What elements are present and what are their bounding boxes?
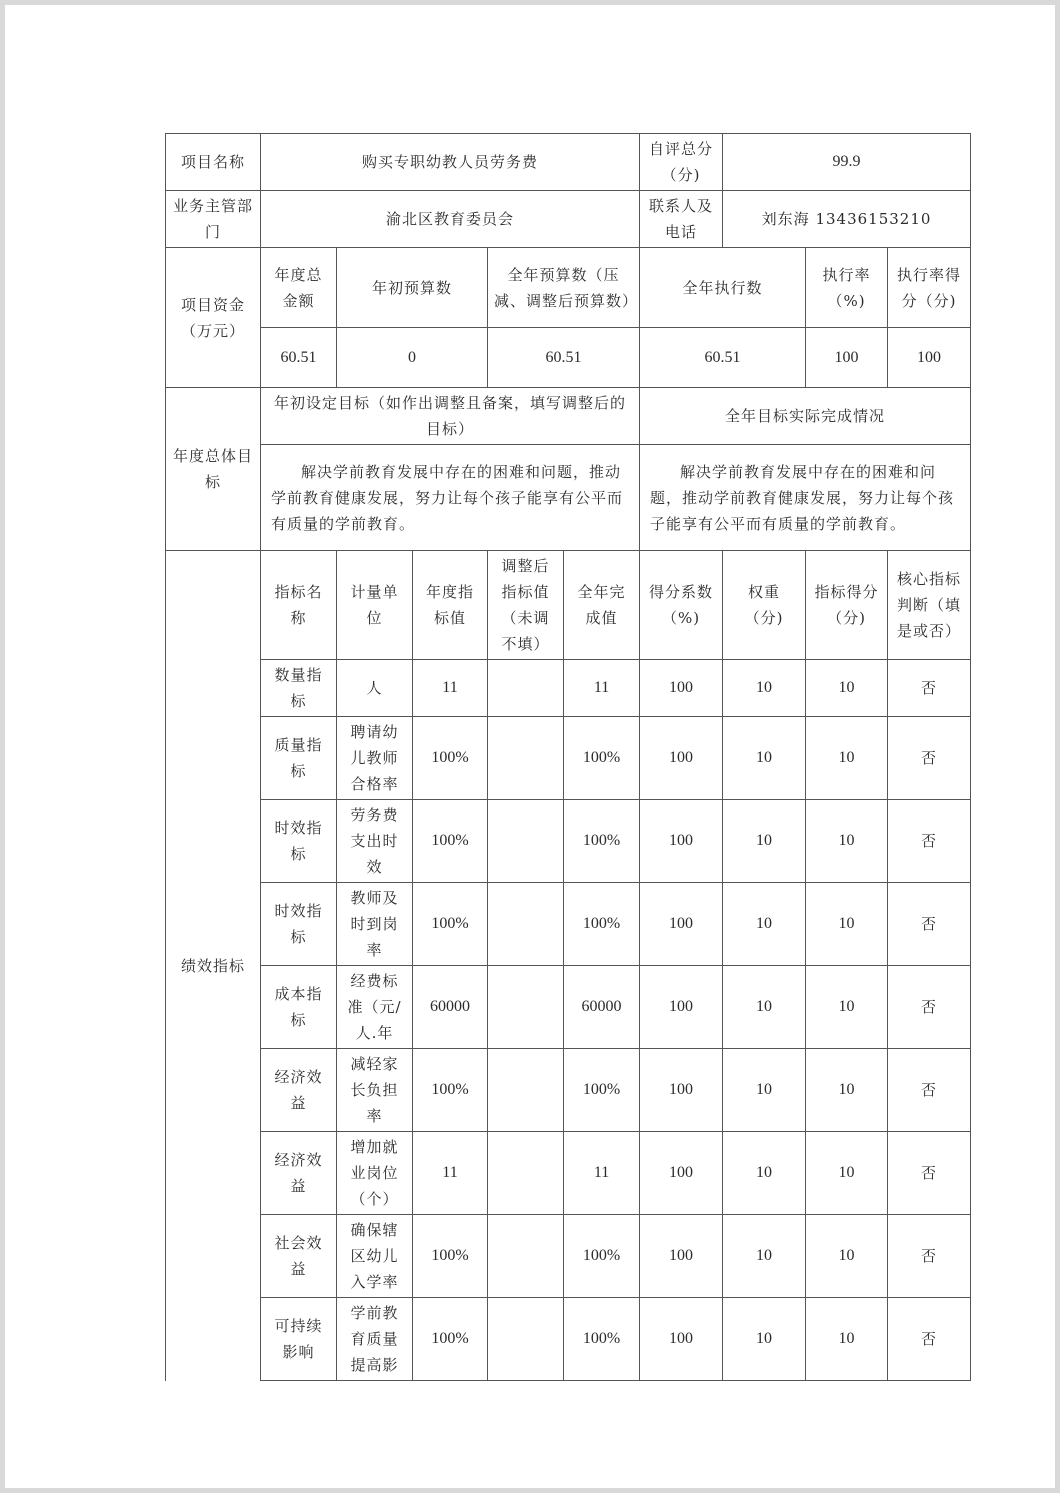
indicator-score: 10 [806, 1298, 888, 1381]
indicator-target: 100% [413, 1298, 488, 1381]
indicator-target: 100% [413, 883, 488, 966]
indicator-actual: 100% [564, 1215, 640, 1298]
self-score-label: 自评总分（分) [640, 134, 723, 191]
indicator-target: 100% [413, 1215, 488, 1298]
funds-header: 全年预算数（压减、调整后预算数） [488, 248, 640, 328]
project-name-label: 项目名称 [166, 134, 261, 191]
indicator-core: 否 [888, 660, 971, 717]
indicator-header: 权重（分) [723, 551, 806, 660]
indicator-name: 时效指标 [261, 800, 337, 883]
indicator-header: 计量单位 [337, 551, 413, 660]
funds-header: 执行率得分（分) [888, 248, 971, 328]
indicator-weight: 10 [723, 1215, 806, 1298]
indicator-coef: 100 [640, 883, 723, 966]
indicator-unit: 人 [337, 660, 413, 717]
goals-set-text: 解决学前教育发展中存在的困难和问题，推动学前教育健康发展，努力让每个孩子能享有公平而有质量的学前教育。 [261, 445, 640, 551]
indicator-core: 否 [888, 800, 971, 883]
indicator-name: 时效指标 [261, 883, 337, 966]
indicator-target: 100% [413, 800, 488, 883]
indicator-adjusted [488, 883, 564, 966]
indicator-unit: 确保辖区幼儿入学率 [337, 1215, 413, 1298]
indicator-adjusted [488, 660, 564, 717]
indicator-target: 100% [413, 1049, 488, 1132]
funds-header: 年度总金额 [261, 248, 337, 328]
indicator-name: 经济效益 [261, 1132, 337, 1215]
funds-value: 60.51 [488, 328, 640, 388]
indicator-weight: 10 [723, 660, 806, 717]
funds-header: 执行率（%) [806, 248, 888, 328]
indicator-core: 否 [888, 883, 971, 966]
indicator-row [166, 1132, 971, 1215]
indicator-weight: 10 [723, 1132, 806, 1215]
indicator-core: 否 [888, 717, 971, 800]
indicator-weight: 10 [723, 1049, 806, 1132]
indicator-actual: 100% [564, 1049, 640, 1132]
indicator-header: 全年完成值 [564, 551, 640, 660]
contact-label: 联系人及电话 [640, 191, 723, 248]
indicator-target: 100% [413, 717, 488, 800]
funds-value: 100 [888, 328, 971, 388]
dept-value: 渝北区教育委员会 [261, 191, 640, 248]
indicator-unit: 经费标准（元/人.年 [337, 966, 413, 1049]
indicator-header: 调整后指标值（未调不填） [488, 551, 564, 660]
indicator-score: 10 [806, 660, 888, 717]
indicator-row [166, 966, 971, 1049]
indicator-weight: 10 [723, 883, 806, 966]
contact-value: 刘东海 13436153210 [723, 191, 971, 248]
indicator-header: 核心指标判断（填是或否） [888, 551, 971, 660]
indicator-row [166, 1215, 971, 1298]
indicator-unit: 学前教育质量提高影 [337, 1298, 413, 1381]
indicator-unit: 减轻家长负担率 [337, 1049, 413, 1132]
indicator-weight: 10 [723, 966, 806, 1049]
indicator-row [166, 800, 971, 883]
indicator-unit: 教师及时到岗率 [337, 883, 413, 966]
indicator-actual: 100% [564, 883, 640, 966]
indicators-label: 绩效指标 [166, 551, 261, 1381]
indicator-score: 10 [806, 717, 888, 800]
indicator-row [166, 1298, 971, 1381]
funds-label: 项目资金（万元） [166, 248, 261, 388]
indicator-adjusted [488, 966, 564, 1049]
indicator-score: 10 [806, 1215, 888, 1298]
indicators-header-row [166, 551, 971, 660]
indicator-row [166, 660, 971, 717]
indicator-target: 11 [413, 1132, 488, 1215]
indicator-coef: 100 [640, 966, 723, 1049]
dept-label: 业务主管部门 [166, 191, 261, 248]
indicator-core: 否 [888, 966, 971, 1049]
performance-evaluation-table [165, 133, 971, 1381]
funds-value: 60.51 [261, 328, 337, 388]
indicator-coef: 100 [640, 800, 723, 883]
indicator-coef: 100 [640, 717, 723, 800]
indicator-adjusted [488, 800, 564, 883]
indicator-core: 否 [888, 1215, 971, 1298]
indicator-unit: 聘请幼儿教师合格率 [337, 717, 413, 800]
funds-header: 全年执行数 [640, 248, 806, 328]
indicator-weight: 10 [723, 1298, 806, 1381]
document-page [5, 5, 1055, 1488]
indicator-coef: 100 [640, 1215, 723, 1298]
indicator-score: 10 [806, 1049, 888, 1132]
indicator-score: 10 [806, 800, 888, 883]
indicator-adjusted [488, 1215, 564, 1298]
indicator-score: 10 [806, 883, 888, 966]
indicator-adjusted [488, 1132, 564, 1215]
indicator-header: 得分系数（%) [640, 551, 723, 660]
indicator-actual: 11 [564, 660, 640, 717]
indicator-adjusted [488, 1049, 564, 1132]
indicator-row [166, 883, 971, 966]
self-score-value: 99.9 [723, 134, 971, 191]
goals-set-header: 年初设定目标（如作出调整且备案，填写调整后的目标） [261, 388, 640, 445]
funds-header: 年初预算数 [337, 248, 488, 328]
indicator-weight: 10 [723, 800, 806, 883]
indicator-actual: 100% [564, 717, 640, 800]
goals-actual-text: 解决学前教育发展中存在的困难和问题，推动学前教育健康发展，努力让每个孩子能享有公平而有质量的学前教育。 [640, 445, 971, 551]
indicator-core: 否 [888, 1298, 971, 1381]
funds-header-row [166, 248, 971, 328]
goals-text-row [166, 445, 971, 551]
indicator-target: 11 [413, 660, 488, 717]
indicator-adjusted [488, 717, 564, 800]
indicator-name: 经济效益 [261, 1049, 337, 1132]
indicator-row [166, 1049, 971, 1132]
indicator-score: 10 [806, 1132, 888, 1215]
project-name-row [166, 134, 971, 191]
indicator-weight: 10 [723, 717, 806, 800]
indicator-header: 年度指标值 [413, 551, 488, 660]
indicator-name: 数量指标 [261, 660, 337, 717]
indicator-name: 成本指标 [261, 966, 337, 1049]
funds-value: 60.51 [640, 328, 806, 388]
indicator-name: 质量指标 [261, 717, 337, 800]
goals-label: 年度总体目标 [166, 388, 261, 551]
indicator-unit: 增加就业岗位（个） [337, 1132, 413, 1215]
indicator-name: 社会效益 [261, 1215, 337, 1298]
indicator-actual: 100% [564, 1298, 640, 1381]
indicator-adjusted [488, 1298, 564, 1381]
indicator-unit: 劳务费支出时效 [337, 800, 413, 883]
indicator-coef: 100 [640, 1298, 723, 1381]
indicator-target: 60000 [413, 966, 488, 1049]
indicator-coef: 100 [640, 1132, 723, 1215]
indicator-coef: 100 [640, 660, 723, 717]
indicator-actual: 60000 [564, 966, 640, 1049]
indicator-score: 10 [806, 966, 888, 1049]
goals-header-row [166, 388, 971, 445]
indicator-actual: 11 [564, 1132, 640, 1215]
indicator-coef: 100 [640, 1049, 723, 1132]
indicator-core: 否 [888, 1132, 971, 1215]
funds-value: 100 [806, 328, 888, 388]
goals-actual-header: 全年目标实际完成情况 [640, 388, 971, 445]
indicator-name: 可持续影响 [261, 1298, 337, 1381]
dept-row [166, 191, 971, 248]
indicator-actual: 100% [564, 800, 640, 883]
indicator-header: 指标得分（分) [806, 551, 888, 660]
funds-values-row [166, 328, 971, 388]
indicator-core: 否 [888, 1049, 971, 1132]
indicator-row [166, 717, 971, 800]
indicator-header: 指标名称 [261, 551, 337, 660]
funds-value: 0 [337, 328, 488, 388]
project-name-value: 购买专职幼教人员劳务费 [261, 134, 640, 191]
